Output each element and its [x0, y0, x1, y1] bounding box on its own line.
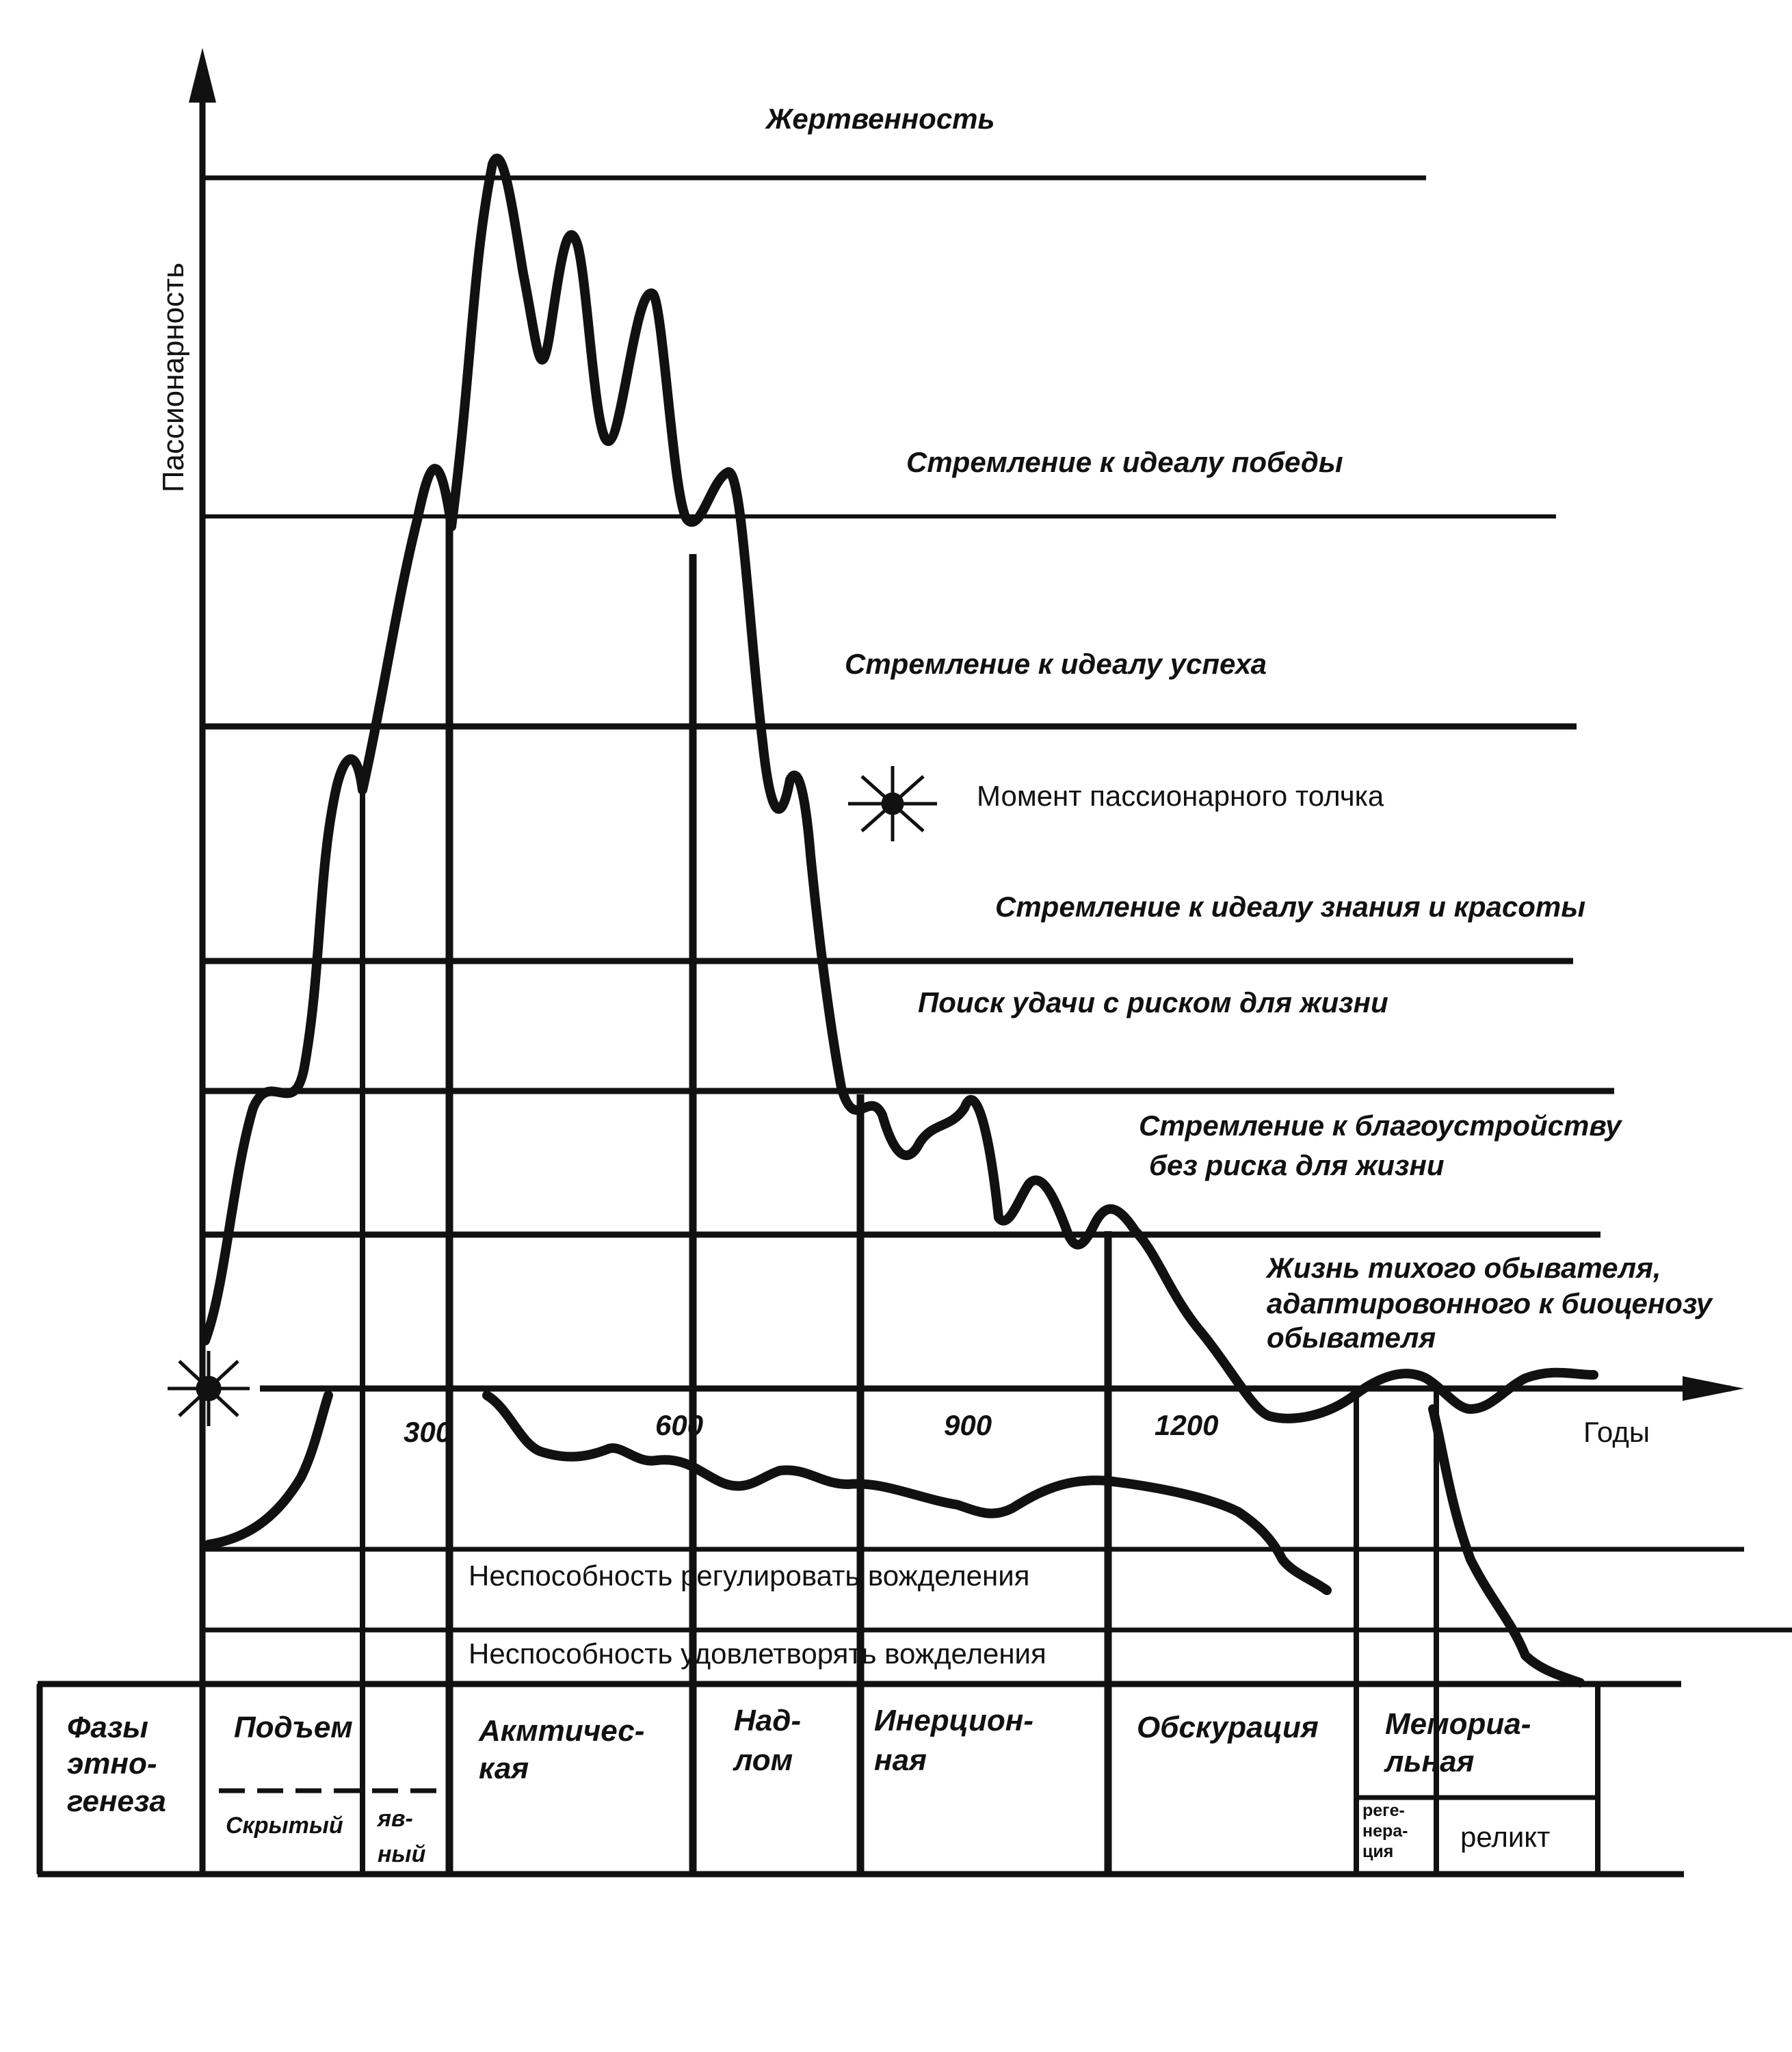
phase-header-1: Фазы	[67, 1711, 148, 1744]
level-knowledge-label: Стремление к идеалу знания и красоты	[995, 891, 1586, 923]
level-comfort-label-2: без риска для жизни	[1149, 1149, 1445, 1181]
phase-rise: Подъем	[234, 1711, 353, 1744]
phase-header-2: этно-	[67, 1747, 157, 1780]
phase-regeneration-1: реге-	[1362, 1801, 1405, 1820]
phase-acmatic-1: Акмтичес-	[479, 1714, 645, 1748]
phase-inertial-2: ная	[874, 1744, 927, 1777]
x-axis-arrow-icon	[1683, 1376, 1744, 1401]
impulse-marker-icon	[848, 766, 937, 841]
rise-lower-curve	[209, 1395, 328, 1544]
level-philistine-label-3: обывателя	[1267, 1321, 1436, 1354]
memorial-lower-curve	[1433, 1409, 1580, 1683]
phase-break-1: Над-	[734, 1704, 802, 1737]
impulse-label: Момент пассионарного толчка	[977, 780, 1384, 812]
phase-memorial-2: льная	[1385, 1745, 1475, 1778]
phase-lines	[363, 520, 1436, 1874]
phase-rise-explicit-1: яв-	[378, 1806, 413, 1832]
phase-rise-hidden: Скрытый	[226, 1813, 343, 1839]
level-philistine-label-2: адаптировонного к биоценозу	[1267, 1287, 1713, 1319]
x-axis-label: Годы	[1583, 1416, 1650, 1448]
phase-acmatic-2: кая	[479, 1752, 529, 1785]
phase-header-3: генеза	[67, 1785, 166, 1818]
level-philistine-label-1: Жизнь тихого обывателя,	[1267, 1252, 1661, 1284]
phase-break-2: лом	[734, 1744, 793, 1777]
x-tick-900: 900	[944, 1409, 992, 1441]
phase-inertial-1: Инерцион-	[874, 1704, 1033, 1737]
origin-impulse-icon	[168, 1351, 250, 1426]
phase-obscuration: Обскурация	[1137, 1711, 1319, 1744]
phase-memorial-1: Мемориа-	[1385, 1707, 1531, 1741]
x-tick-300: 300	[404, 1416, 452, 1448]
phase-rise-explicit-2: ный	[378, 1841, 426, 1867]
phase-regeneration-2: нера-	[1362, 1821, 1408, 1841]
level-success-label: Стремление к идеалу успеха	[845, 648, 1267, 680]
level-sacrifice-label: Жертвенность	[766, 103, 995, 135]
x-tick-600: 600	[655, 1409, 704, 1441]
level-victory-label: Стремление к идеалу победы	[906, 446, 1343, 478]
phase-relict: реликт	[1460, 1821, 1551, 1853]
x-tick-1200: 1200	[1155, 1409, 1219, 1441]
y-axis-arrow-icon	[189, 48, 216, 103]
lower-level-regulate-label: Неспособность регулировать вожделения	[469, 1560, 1030, 1592]
passionarity-curve	[205, 159, 1594, 1419]
lower-level-satisfy-label: Неспособность удовлетворять вожделения	[469, 1637, 1046, 1670]
phase-regeneration-3: ция	[1362, 1842, 1394, 1861]
level-comfort-label-1: Стремление к благоустройству	[1139, 1109, 1622, 1142]
y-axis-label: Пассионарность	[157, 262, 190, 492]
level-luck-label: Поиск удачи с риском для жизни	[918, 986, 1388, 1018]
